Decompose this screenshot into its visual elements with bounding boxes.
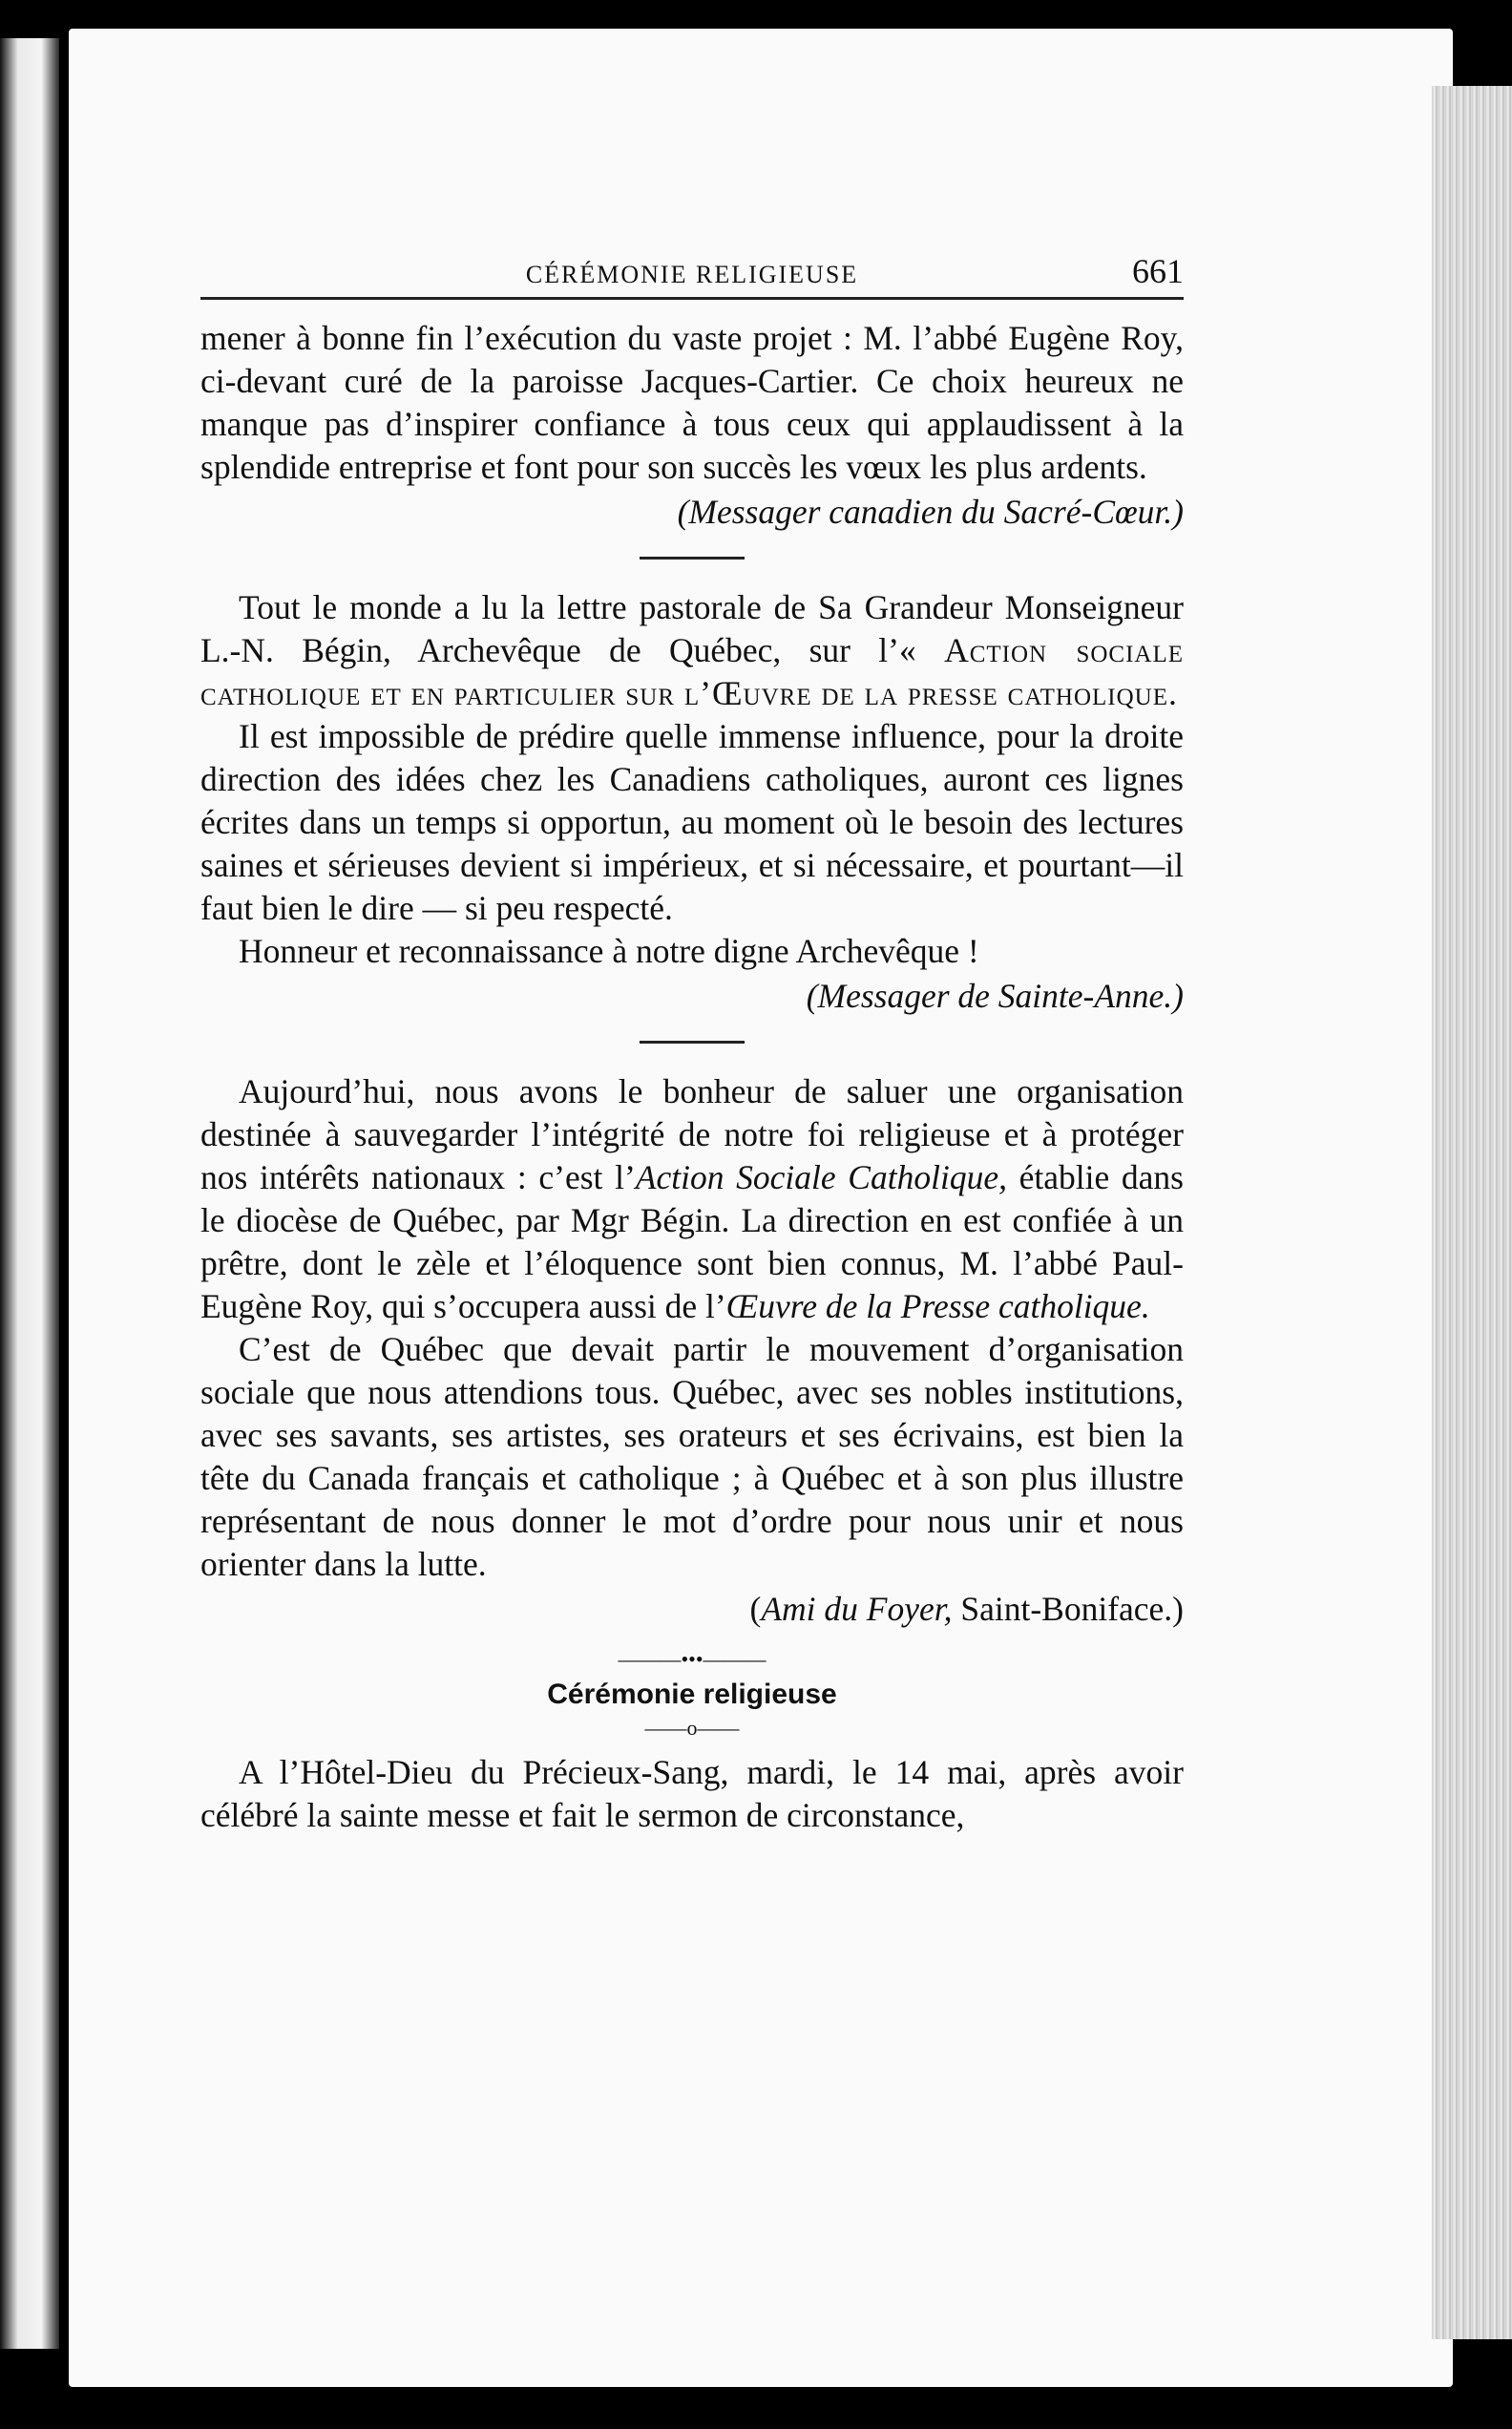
- separator-rule-1: [640, 557, 745, 560]
- running-head: [200, 243, 1184, 300]
- paragraph-1: mener à bonne fin l’exécution du vaste projet : M. l’abbé Eugène Roy, ci-devant curé de la paroisse Jacques-Cartier. Ce choix heureux ne manque pas d’inspirer confiance à tous ceux qui applaudissent à la splendide entreprise et font pour son succès les vœux les plus ardents.: [200, 319, 1184, 486]
- paragraph-2-text: Tout le monde a lu la lettre pastorale de Sa Grandeur Monseigneur L.-N. Bégin, Archevêque de Québec, sur l’«: [200, 588, 1184, 669]
- previous-page-edge: [0, 38, 59, 2349]
- paragraph-5-italic-a: Action Sociale Catholique,: [635, 1158, 1007, 1196]
- small-ornament-divider: ——o——: [644, 1716, 740, 1740]
- paragraph-2-smallcaps: Action sociale catholique et en particulier sur l’Œuvre de la presse catholique.: [200, 631, 1185, 712]
- page-content: [200, 243, 1184, 1837]
- source-citation-1: (Messager canadien du Sacré-Cœur.): [677, 493, 1184, 531]
- paragraph-7: A l’Hôtel-Dieu du Précieux-Sang, mardi, le 14 mai, après avoir célébré la sainte messe et fait le sermon de circonstance,: [200, 1753, 1184, 1834]
- source-3-plain: Saint-Boniface.): [952, 1590, 1184, 1628]
- section-heading: Cérémonie religieuse: [547, 1679, 837, 1710]
- source-3-italic: Ami du Foyer,: [761, 1590, 953, 1628]
- paragraph-5: [200, 1070, 1184, 1328]
- paragraph-5-text-a: Aujourd’hui, nous avons le bonheur de saluer une organisation destinée à sauvegarder l’intégrité de notre foi religieuse et à protéger nos intérêts nationaux : c’est l’: [200, 1072, 1184, 1196]
- ornament-divider: ———•••———: [618, 1647, 766, 1671]
- separator-rule-2: [640, 1041, 745, 1044]
- source-citation-2: (Messager de Sainte-Anne.): [806, 977, 1184, 1015]
- source-citation-3: [200, 1588, 1184, 1631]
- paragraph-4: Honneur et reconnaissance à notre digne Archevêque !: [239, 932, 979, 970]
- paragraph-6: C’est de Québec que devait partir le mouvement d’organisation sociale que nous attendions tous. Québec, avec ses nobles institutions, avec ses savants, ses artistes, ses orateurs et ses écrivains, est bien la tête du Canada français et catholique ; à Québec et à son plus illustre représentant de nous donner le mot d’ordre pour nous unir et nous orienter dans la lutte.: [200, 1330, 1184, 1583]
- paragraph-3: Il est impossible de prédire quelle immense influence, pour la droite direction des idées chez les Canadiens catholiques, auront ces lignes écrites dans un temps si opportun, au moment où le besoin des lectures saines et sérieuses devient si impérieux, et si nécessaire, et pourtant—il faut bien le dire — si peu respecté.: [200, 717, 1184, 927]
- source-3-open-paren: (: [749, 1590, 762, 1628]
- paragraph-5-italic-b: Œuvre de la Presse catholique.: [725, 1287, 1150, 1325]
- paragraph-2: [200, 586, 1184, 715]
- paragraph-5-text-b: établie dans le diocèse de Québec, par Mgr Bégin. La direction en est confiée à un prêtre, dont le zèle et l’éloquence sont bien connus, M. l’abbé Paul-Eugène Roy, qui s’occupera aussi de l’: [200, 1158, 1184, 1325]
- page-stack-edge: [1432, 86, 1512, 2339]
- page-number: 661: [1132, 252, 1184, 290]
- running-head-title: CÉRÉMONIE RELIGIEUSE: [525, 261, 859, 288]
